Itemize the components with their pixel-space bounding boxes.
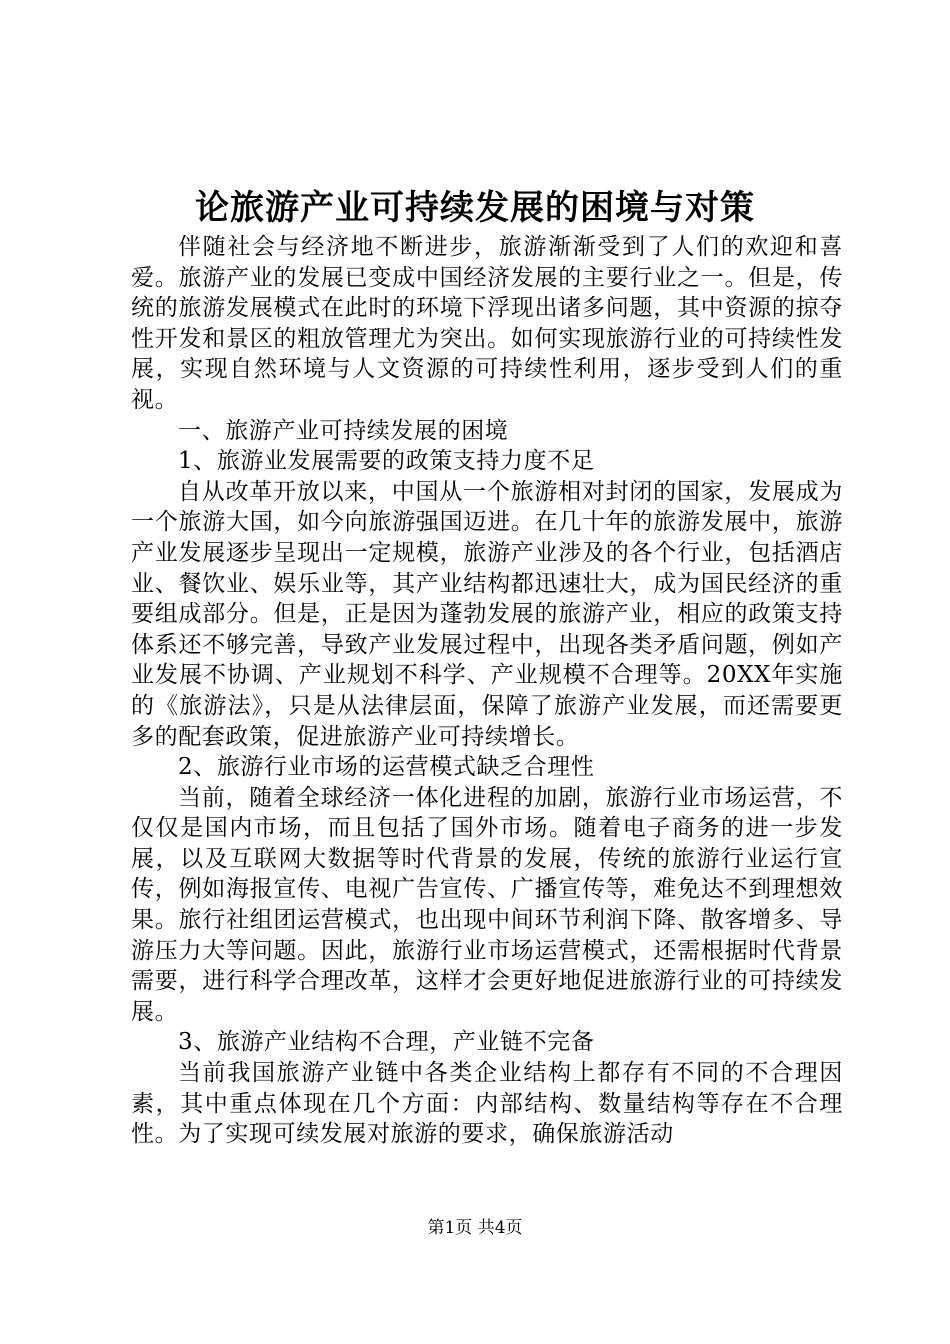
paragraph-intro: 伴随社会与经济地不断进步，旅游渐渐受到了人们的欢迎和喜爱。旅游产业的发展已变成中国经济发展的主要行业之一。但是，传统的旅游发展模式在此时的环境下浮现出诸多问题，其中资源的掠夺性开发和景区的粗放管理尤为突出。如何实现旅游行业的可持续性发展，实现自然环境与人文资源的可持续性利用，逐步受到人们的重视。: [131, 234, 843, 413]
document-body: [131, 232, 843, 1150]
paragraph-policy: 自从改革开放以来，中国从一个旅游相对封闭的国家，发展成为一个旅游大国，如今向旅游强国迈进。在几十年的旅游发展中，旅游产业发展逐步呈现出一定规模，旅游产业涉及的各个行业，包括酒店业、餐饮业、娱乐业等，其产业结构都迅速壮大，成为国民经济的重要组成部分。但是，正是因为蓬勃发展的旅游产业，相应的政策支持体系还不够完善，导致产业发展过程中，出现各类矛盾问题，例如产业发展不协调、产业规划不科学、产业规模不合理等。20XX年实施的《旅游法》，只是从法律层面，保障了旅游产业发展，而还需要更多的配套政策，促进旅游产业可持续增长。: [131, 478, 843, 750]
document-title: 论旅游产业可持续发展的困境与对策: [195, 188, 755, 228]
paragraph-structure: 当前我国旅游产业链中各类企业结构上都存有不同的不合理因素，其中重点体现在几个方面：内部结构、数量结构等存在不合理性。为了实现可续发展对旅游的要求，确保旅游活动: [131, 1060, 843, 1148]
subsection-heading-3: 3、旅游产业结构不合理，产业链不完备: [178, 1029, 595, 1056]
subsection-heading-1: 1、旅游业发展需要的政策支持力度不足: [178, 448, 595, 475]
section-heading-1: 一、旅游产业可持续发展的困境: [178, 417, 509, 444]
page-footer: 第1页 共4页: [427, 1218, 523, 1238]
paragraph-market: 当前，随着全球经济一体化进程的加剧，旅游行业市场运营，不仅仅是国内市场，而且包括了国外市场。随着电子商务的进一步发展，以及互联网大数据等时代背景的发展，传统的旅游行业运行宣传，例如海报宣传、电视广告宣传、广播宣传等，难免达不到理想效果。旅行社组团运营模式，也出现中间环节利润下降、散客增多、导游压力大等问题。因此，旅游行业市场运营模式，还需根据时代背景需要，进行科学合理改革，这样才会更好地促进旅游行业的可持续发展。: [131, 784, 843, 1025]
subsection-heading-2: 2、旅游行业市场的运营模式缺乏合理性: [178, 754, 595, 781]
